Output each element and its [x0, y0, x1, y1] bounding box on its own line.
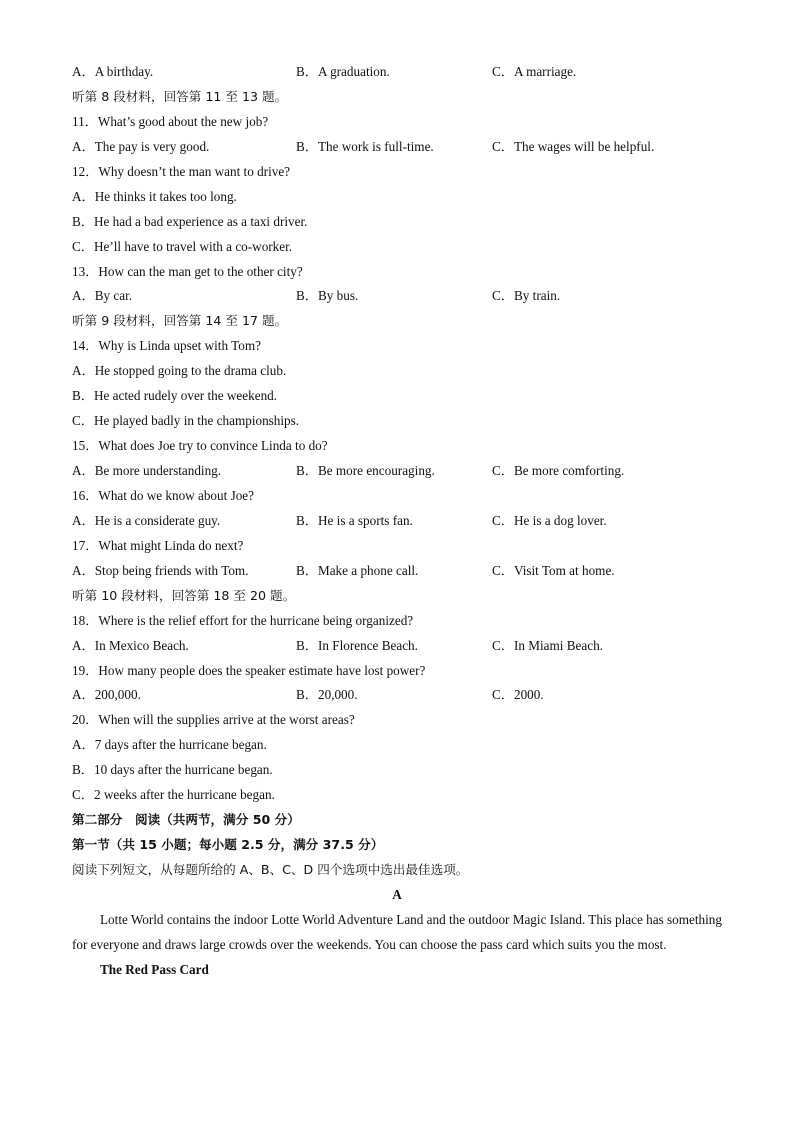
- answer-option: B．By bus.: [296, 288, 359, 304]
- question-line: B．He had a bad experience as a taxi driver.: [72, 213, 308, 229]
- question-line: 16．What do we know about Joe?: [72, 487, 255, 503]
- answer-option: A．Be more understanding.: [72, 463, 222, 478]
- question-line: 18．Where is the relief effort for the hurricane being organized?: [72, 612, 414, 628]
- answer-option: A．The pay is very good.: [72, 138, 210, 154]
- answer-option: C．In Miami Beach.: [492, 637, 603, 653]
- options-row: [72, 284, 722, 309]
- question-line: A．He thinks it takes too long.: [72, 188, 237, 204]
- passage-subheading: The Red Pass Card: [100, 961, 209, 977]
- question-line: B．10 days after the hurricane began.: [72, 762, 273, 778]
- answer-option: B．He is a sports fan.: [296, 512, 413, 528]
- question-line: A．7 days after the hurricane began.: [72, 737, 267, 753]
- answer-option: A．He is a considerate guy.: [72, 512, 221, 528]
- question-line: C．He’ll have to travel with a co-worker.: [72, 238, 293, 254]
- question-line: 13．How can the man get to the other city?: [72, 263, 303, 279]
- answer-option: B．The work is full-time.: [296, 138, 434, 154]
- options-row: [72, 135, 722, 160]
- answer-option: C．Be more comforting.: [492, 463, 625, 478]
- answer-option: C．2000.: [492, 687, 544, 703]
- part-two-title: 第二部分 阅读（共两节，满分 50 分）: [72, 812, 300, 828]
- question-line: 20．When will the supplies arrive at the worst areas?: [72, 712, 355, 728]
- section-instruction: 听第 10 段材料，回答第 18 至 20 题。: [72, 587, 296, 603]
- document-page: [72, 60, 722, 983]
- answer-option: B．A graduation.: [296, 64, 390, 79]
- answer-option: B．In Florence Beach.: [296, 637, 418, 653]
- question-line: C．He played badly in the championships.: [72, 413, 300, 429]
- passage-paragraph: Lotte World contains the indoor Lotte World Adventure Land and the outdoor Magic Island. This place has something for everyone and draws large crowds over the weekends. You can choose the pass card which suits you the most.: [72, 911, 722, 952]
- question-line: 15．What does Joe try to convince Linda to do?: [72, 438, 328, 454]
- answer-option: B．Make a phone call.: [296, 562, 419, 578]
- answer-option: C．Visit Tom at home.: [492, 562, 615, 578]
- options-row: [72, 559, 722, 584]
- answer-option: C．A marriage.: [492, 64, 577, 79]
- options-row: [72, 683, 722, 708]
- answer-option: A．By car.: [72, 288, 133, 304]
- listening-questions: [72, 60, 722, 808]
- section-instruction: 听第 9 段材料，回答第 14 至 17 题。: [72, 313, 288, 329]
- question-line: 14．Why is Linda upset with Tom?: [72, 338, 261, 354]
- question-line: A．He stopped going to the drama club.: [72, 363, 287, 379]
- answer-option: C．He is a dog lover.: [492, 512, 607, 528]
- answer-option: A．Stop being friends with Tom.: [72, 562, 249, 578]
- answer-option: C．By train.: [492, 288, 561, 304]
- section-instruction: 听第 8 段材料，回答第 11 至 13 题。: [72, 88, 288, 104]
- answer-option: B．Be more encouraging.: [296, 463, 435, 478]
- question-line: B．He acted rudely over the weekend.: [72, 388, 278, 404]
- reading-instruction: 阅读下列短文，从每题所给的 A、B、C、D 四个选项中选出最佳选项。: [72, 862, 469, 877]
- answer-option: A．200,000.: [72, 687, 141, 703]
- question-line: 19．How many people does the speaker estimate have lost power?: [72, 662, 426, 678]
- passage-letter: A: [392, 886, 402, 902]
- question-line: 11．What’s good about the new job?: [72, 113, 269, 129]
- answer-option: B．20,000.: [296, 687, 358, 703]
- section-one-heading: 第一节（共 15 小题；每小题 2.5 分，满分 37.5 分）: [72, 837, 384, 853]
- options-row: [72, 60, 722, 85]
- options-row: [72, 509, 722, 534]
- question-line: C．2 weeks after the hurricane began.: [72, 787, 275, 803]
- question-line: 12．Why doesn’t the man want to drive?: [72, 163, 291, 179]
- answer-option: A．A birthday.: [72, 64, 154, 79]
- question-line: 17．What might Linda do next?: [72, 537, 244, 553]
- answer-option: A．In Mexico Beach.: [72, 637, 189, 653]
- options-row: [72, 459, 722, 484]
- answer-option: C．The wages will be helpful.: [492, 138, 655, 154]
- options-row: [72, 634, 722, 659]
